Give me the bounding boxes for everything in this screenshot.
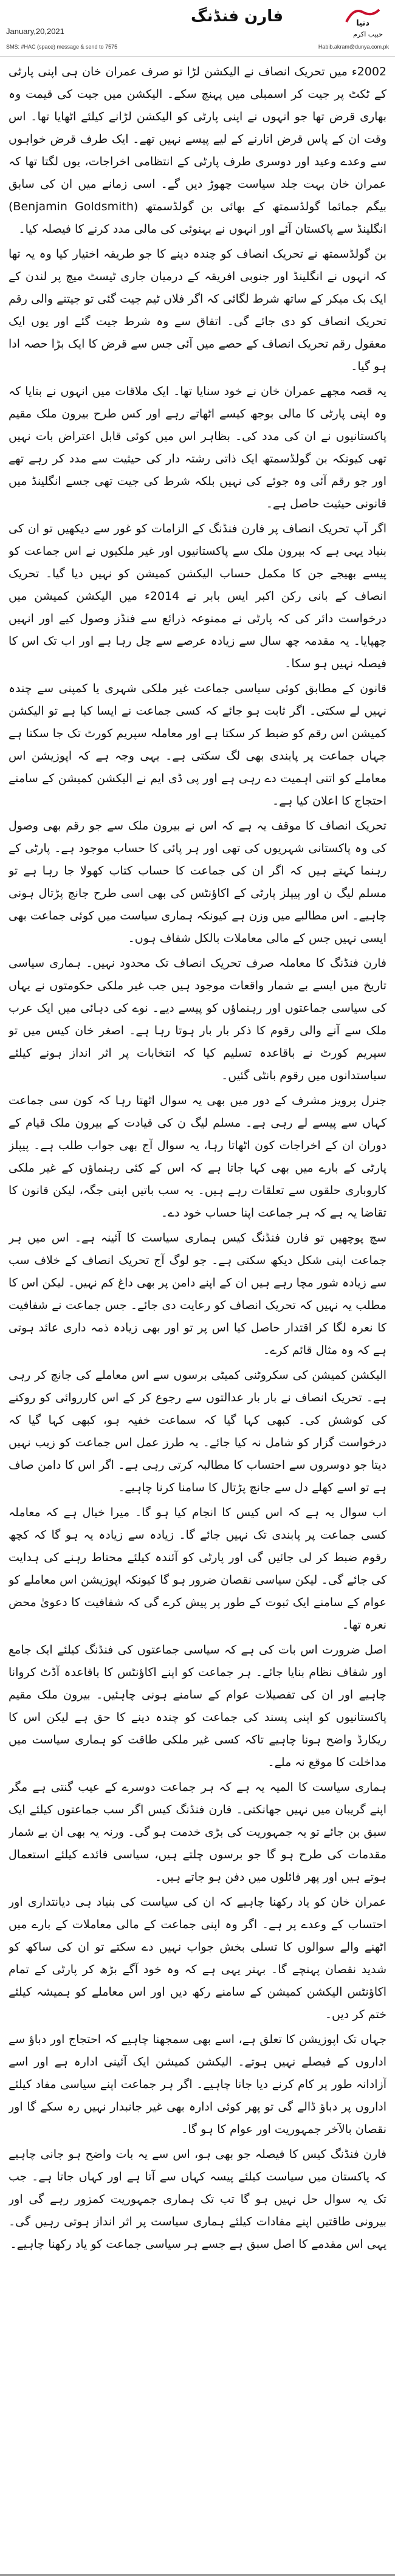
article-paragraph: اصل ضرورت اس بات کی ہے کہ سیاسی جماعتوں کی فنڈنگ کیلئے ایک جامع اور شفاف نظام بنایا جائے۔ ہر جماعت کو اپنے اکاؤنٹس کا باقاعدہ آڈٹ کروانا چاہیے اور ان کی تفصیلات عوام کے سامنے ہونی چاہئیں۔ بیرون ملک مقیم پاکستانیوں کو اپنی پسند کی جماعت کو چندہ دینے کا حق ہے لیکن اس کا ریکارڈ واضح ہونا چاہیے تاکہ کسی غیر ملکی طاقت کو ہماری سیاست میں مداخلت کا موقع نہ ملے۔ bbox=[9, 1643, 386, 1769]
article-paragraph: جہاں تک اپوزیشن کا تعلق ہے، اسے بھی سمجھنا چاہیے کہ احتجاج اور دباؤ سے اداروں کے فیصلے نہیں ہوتے۔ الیکشن کمیشن ایک آئینی ادارہ ہے اور اسے آزادانہ طور پر کام کرنے دیا جانا چاہیے۔ اگر ہر جماعت اپنے سیاسی مفاد کیلئے اداروں پر دباؤ ڈالے گی تو پھر کوئی ادارہ بھی غیر جانبدار نہیں رہ سکے گا اور نقصان بالآخر جمہوریت اور عوام کا ہو گا۔ bbox=[9, 2033, 386, 2136]
article-paragraph: عمران خان کو یاد رکھنا چاہیے کہ ان کی سیاست کی بنیاد ہی دیانتداری اور احتساب کے وعدے پر ہے۔ اگر وہ اپنی جماعت کے مالی معاملات کے بارے میں اٹھنے والے سوالوں کا تسلی بخش جواب نہیں دے سکتے تو ان کی ساکھ کو شدید نقصان پہنچے گا۔ بہتر یہی ہے کہ وہ خود آگے بڑھ کر پارٹی کے تمام اکاؤنٹس الیکشن کمیشن کے سامنے رکھ دیں اور اس معاملے کو ہمیشہ کیلئے ختم کر دیں۔ bbox=[9, 1895, 386, 2021]
author-email[interactable]: Habib.akram@dunya.com.pk bbox=[318, 44, 389, 50]
article-paragraph: تحریک انصاف کا موقف یہ ہے کہ اس نے بیرون ملک سے جو رقم بھی وصول کی وہ پاکستانی شہریوں کی تھی اور ہر پائی کا حساب موجود ہے۔ پارٹی کے رہنما کہتے ہیں کہ اگر ان کی جماعت کا حساب کتاب کھولا جا رہا ہے تو مسلم لیگ ن اور پیپلز پارٹی کے اکاؤنٹس کی بھی اسی طرح جانچ پڑتال ہونی چاہیے۔ اس مطالبے میں وزن ہے کیونکہ ہماری سیاست میں کوئی جماعت بھی ایسی نہیں جس کے مالی معاملات بالکل شفاف ہوں۔ bbox=[9, 819, 386, 945]
publish-date: January,20,2021 bbox=[6, 27, 64, 36]
logo-text: دنیا bbox=[356, 19, 369, 28]
article-paragraph: یہ قصہ مجھے عمران خان نے خود سنایا تھا۔ ایک ملاقات میں انہوں نے بتایا کہ وہ اپنی پارٹی کا مالی بوجھ کیسے اٹھاتے رہے اور کس طرح بیرون ملک مقیم پاکستانیوں نے ان کی مدد کی۔ بظاہر اس میں کوئی قابل اعتراض بات نہیں تھی کیونکہ بن گولڈسمتھ ایک ذاتی رشتہ دار کی حیثیت سے مدد کر رہے تھے اور جو رقم آئی وہ جوئے کی نہیں بلکہ شرط کی جیت تھی جسے انگلینڈ میں قانونی حیثیت حاصل ہے۔ bbox=[9, 385, 386, 510]
article-paragraph: اگر آپ تحریک انصاف پر فارن فنڈنگ کے الزامات کو غور سے دیکھیں تو ان کی بنیاد یہی ہے کہ بیرون ملک سے پاکستانیوں اور غیر ملکیوں نے اس جماعت کو پیسے بھیجے جن کا مکمل حساب الیکشن کمیشن کو نہیں دیا گیا۔ تحریک انصاف کے بانی رکن اکبر ایس بابر نے 2014ء میں الیکشن کمیشن میں درخواست دائر کی کہ پارٹی نے ممنوعہ ذرائع سے فنڈز وصول کیے اور انہیں چھپایا۔ یہ مقدمہ چھ سال سے زیادہ عرصے سے چل رہا ہے اور اب تک اس کا فیصلہ نہیں ہو سکا۔ bbox=[9, 522, 386, 670]
article-paragraph: قانون کے مطابق کوئی سیاسی جماعت غیر ملکی شہری یا کمپنی سے چندہ نہیں لے سکتی۔ اگر ثابت ہو جائے کہ کسی جماعت نے ایسا کیا ہے تو الیکشن کمیشن اس رقم کو ضبط کر سکتا ہے اور معاملہ سپریم کورٹ تک جا سکتا ہے جہاں جماعت پر پابندی بھی لگ سکتی ہے۔ یہی وجہ ہے کہ اپوزیشن اس معاملے کو اتنی اہمیت دے رہی ہے اور پی ڈی ایم نے الیکشن کمیشن کے سامنے احتجاج کا اعلان کیا ہے۔ bbox=[9, 682, 386, 808]
article-paragraph: بن گولڈسمتھ نے تحریک انصاف کو چندہ دینے کا جو طریقہ اختیار کیا وہ یہ تھا کہ انہوں نے انگلینڈ اور جنوبی افریقہ کے درمیان جاری ٹیسٹ میچ پر لندن کے ایک بک میکر کے ساتھ شرط لگائی کہ اگر فلاں ٹیم جیت گئی تو جیتنے والی رقم تحریک انصاف کو دی جائے گی۔ اتفاق سے وہ شرط جیت گئے اور یوں ایک معقول رقم تحریک انصاف کے حصے میں آئی جس سے قرض کا ایک بڑا حصہ ادا ہو گیا۔ bbox=[9, 247, 386, 373]
dunya-logo bbox=[342, 4, 384, 29]
article-paragraph: فارن فنڈنگ کیس کا فیصلہ جو بھی ہو، اس سے یہ بات واضح ہو جانی چاہیے کہ پاکستان میں سیاست کیلئے پیسہ کہاں سے آتا ہے اور کہاں جاتا ہے۔ جب تک یہ سوال حل نہیں ہو گا تب تک ہماری جمہوریت کمزور رہے گی اور بیرونی طاقتیں اپنے مفادات کیلئے ہماری سیاست پر اثر انداز ہوتی رہیں گی۔ یہی اس مقدمے کا اصل سبق ہے جسے ہر سیاسی جماعت کو یاد رکھنا چاہیے۔ bbox=[9, 2148, 386, 2251]
article-paragraph: اب سوال یہ ہے کہ اس کیس کا انجام کیا ہو گا۔ میرا خیال ہے کہ معاملہ کسی جماعت پر پابندی تک نہیں جائے گا۔ زیادہ سے زیادہ یہ ہو گا کہ کچھ رقوم ضبط کر لی جائیں گی اور پارٹی کو آئندہ کیلئے محتاط رہنے کی ہدایت کی جائے گی۔ لیکن سیاسی نقصان ضرور ہو گا کیونکہ اپوزیشن اس معاملے کو عوام کے سامنے ایک ثبوت کے طور پر پیش کرے گی کہ شفافیت کا دعویٰ محض نعرہ تھا۔ bbox=[9, 1506, 386, 1632]
column-title: فارن فنڈنگ bbox=[190, 7, 284, 26]
article-paragraph: ہماری سیاست کا المیہ یہ ہے کہ ہر جماعت دوسرے کے عیب گنتی ہے مگر اپنے گریبان میں نہیں جھانکتی۔ فارن فنڈنگ کیس اگر سب جماعتوں کیلئے ایک سبق بن جائے تو یہ جمہوریت کی بڑی خدمت ہو گی۔ ورنہ یہ بھی ان بے شمار مقدمات کی طرح ہو گا جو برسوں چلتے ہیں، سیاسی فائدے کیلئے استعمال ہوتے ہیں اور پھر فائلوں میں دفن ہو جاتے ہیں۔ bbox=[9, 1781, 386, 1884]
dunya-logo-icon bbox=[342, 4, 384, 29]
article-paragraph: فارن فنڈنگ کا معاملہ صرف تحریک انصاف تک محدود نہیں۔ ہماری سیاسی تاریخ میں ایسے بے شمار واقعات موجود ہیں جب غیر ملکی حکومتوں نے یہاں کی سیاسی جماعتوں اور رہنماؤں کو پیسے دیے۔ نوے کی دہائی میں ایک عرب ملک سے آنے والی رقوم کا ذکر بار بار ہوتا رہا ہے۔ اصغر خان کیس میں تو سپریم کورٹ نے باقاعدہ تسلیم کیا کہ انتخابات پر اثر انداز ہونے کیلئے سیاستدانوں میں رقوم بانٹی گئیں۔ bbox=[9, 957, 386, 1082]
sms-info: SMS: #HAC (space) message & send to 7575 bbox=[6, 44, 118, 50]
article-paragraph: سچ پوچھیں تو فارن فنڈنگ کیس ہماری سیاست کا آئینہ ہے۔ اس میں ہر جماعت اپنی شکل دیکھ سکتی ہے۔ جو لوگ آج تحریک انصاف کے خلاف سب سے زیادہ شور مچا رہے ہیں ان کے اپنے دامن پر بھی داغ کم نہیں۔ لیکن اس کا مطلب یہ نہیں کہ تحریک انصاف کو رعایت دی جائے۔ جس جماعت نے شفافیت کا نعرہ لگا کر اقتدار حاصل کیا اس پر تو اور بھی زیادہ ذمہ داری عائد ہوتی ہے کہ وہ مثال قائم کرے۔ bbox=[9, 1231, 386, 1357]
article-body bbox=[9, 61, 386, 2567]
author-name: حبیب اکرم bbox=[353, 30, 383, 38]
article-paragraph: جنرل پرویز مشرف کے دور میں بھی یہ سوال اٹھتا رہا کہ کون سی جماعت کہاں سے پیسے لے رہی ہے۔ مسلم لیگ ن کی قیادت کے بیرون ملک قیام کے دوران ان کے اخراجات کون اٹھاتا رہا، یہ سوال آج بھی جواب طلب ہے۔ پیپلز پارٹی کے بارے میں بھی کہا جاتا ہے کہ اس کے کئی رہنماؤں کے غیر ملکی کاروباری حلقوں سے تعلقات رہے ہیں۔ یہ سب باتیں اپنی جگہ، لیکن قانون کا تقاضا یہ ہے کہ ہر جماعت اپنا حساب خود دے۔ bbox=[9, 1094, 386, 1220]
article-paragraph: الیکشن کمیشن کی سکروٹنی کمیٹی برسوں سے اس معاملے کی جانچ کر رہی ہے۔ تحریک انصاف نے بار بار عدالتوں سے رجوع کر کے اس کارروائی کو روکنے کی کوشش کی۔ کبھی کہا گیا کہ سماعت خفیہ ہو، کبھی کہا گیا کہ درخواست گزار کو شامل نہ کیا جائے۔ یہ طرز عمل اس جماعت کو زیب نہیں دیتا جو دوسروں سے احتساب کا مطالبہ کرتی رہی ہے۔ اگر اس کا دامن صاف ہے تو اسے کھلے دل سے جانچ پڑتال کا سامنا کرنا چاہیے۔ bbox=[9, 1369, 386, 1494]
column-header bbox=[0, 0, 395, 57]
article-paragraph: 2002ء میں تحریک انصاف نے الیکشن لڑا تو صرف عمران خان ہی اپنی پارٹی کے ٹکٹ پر جیت کر اسمبلی میں پہنچ سکے۔ الیکشن میں جیت کی قیمت وہ بھاری قرض تھا جو انہوں نے اپنی پارٹی کو الیکشن لڑانے کیلئے اٹھایا تھا۔ اس وقت ان کے پاس قرض اتارنے کے لیے پیسے نہیں تھے۔ ایک طرف قرض خواہوں سے وعدے وعید اور دوسری طرف پارٹی کے انتظامی اخراجات، یوں لگتا تھا کہ عمران خان بہت جلد سیاست چھوڑ دیں گے۔ اسی زمانے میں ان کی سابق بیگم جمائما گولڈسمتھ کے بھائی بن گولڈسمتھ (Benjamin Goldsmith) انگلینڈ سے پاکستان آئے اور انہوں نے بہنوئی کی مالی مدد کرنے کا فیصلہ کیا۔ bbox=[9, 65, 386, 236]
